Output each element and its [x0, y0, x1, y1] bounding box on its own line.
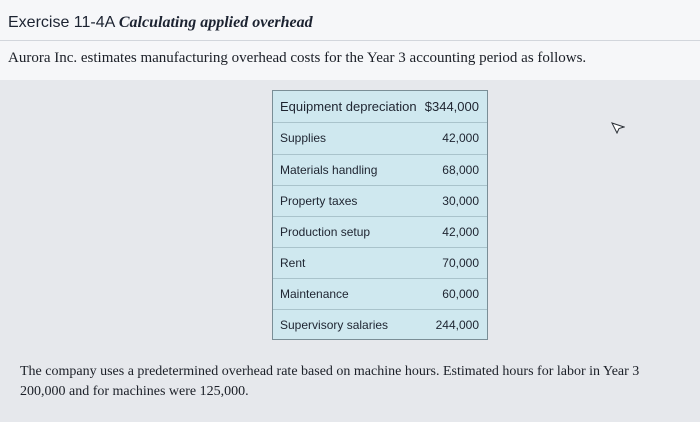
table-row [273, 279, 487, 309]
cost-value: 42,000 [442, 131, 479, 145]
exercise-name: Calculating applied overhead [118, 14, 313, 31]
table-row [273, 91, 487, 121]
cost-label: Property taxes [280, 194, 358, 208]
intro-text: Aurora Inc. estimates manufacturing overhead costs for the Year 3 accounting period as follows. [8, 50, 587, 66]
cost-value: 244,000 [435, 318, 479, 332]
cost-label: Materials handling [280, 163, 378, 177]
cost-label: Supplies [280, 131, 327, 145]
footer-line-2: 200,000 and for machines were 125,000. [20, 384, 249, 399]
table-row [273, 123, 487, 153]
mouse-cursor-icon [611, 122, 625, 134]
cost-label: Maintenance [280, 287, 349, 301]
cost-label: Equipment depreciation [280, 99, 417, 114]
exercise-number: Exercise 11-4A [8, 14, 115, 31]
overhead-cost-table [272, 90, 488, 340]
cost-value: 42,000 [442, 225, 479, 239]
header-divider [0, 40, 700, 41]
table-row [273, 186, 487, 216]
cost-label: Supervisory salaries [280, 318, 389, 332]
footer-line-1: The company uses a predetermined overhead rate based on machine hours. Estimated hours for labor in Year 3 [20, 364, 640, 379]
problem-footer-text [20, 362, 700, 402]
cost-value: $344,000 [424, 99, 479, 114]
table-row [273, 217, 487, 247]
exercise-title [8, 14, 313, 32]
table-row [273, 248, 487, 278]
cost-label: Rent [280, 256, 306, 270]
table-row [273, 155, 487, 185]
cost-value: 60,000 [442, 287, 479, 301]
cost-label: Production setup [280, 225, 371, 239]
table-row [273, 310, 487, 340]
cost-value: 68,000 [442, 163, 479, 177]
cost-value: 30,000 [442, 194, 479, 208]
cost-value: 70,000 [442, 256, 479, 270]
exercise-header [0, 0, 700, 80]
